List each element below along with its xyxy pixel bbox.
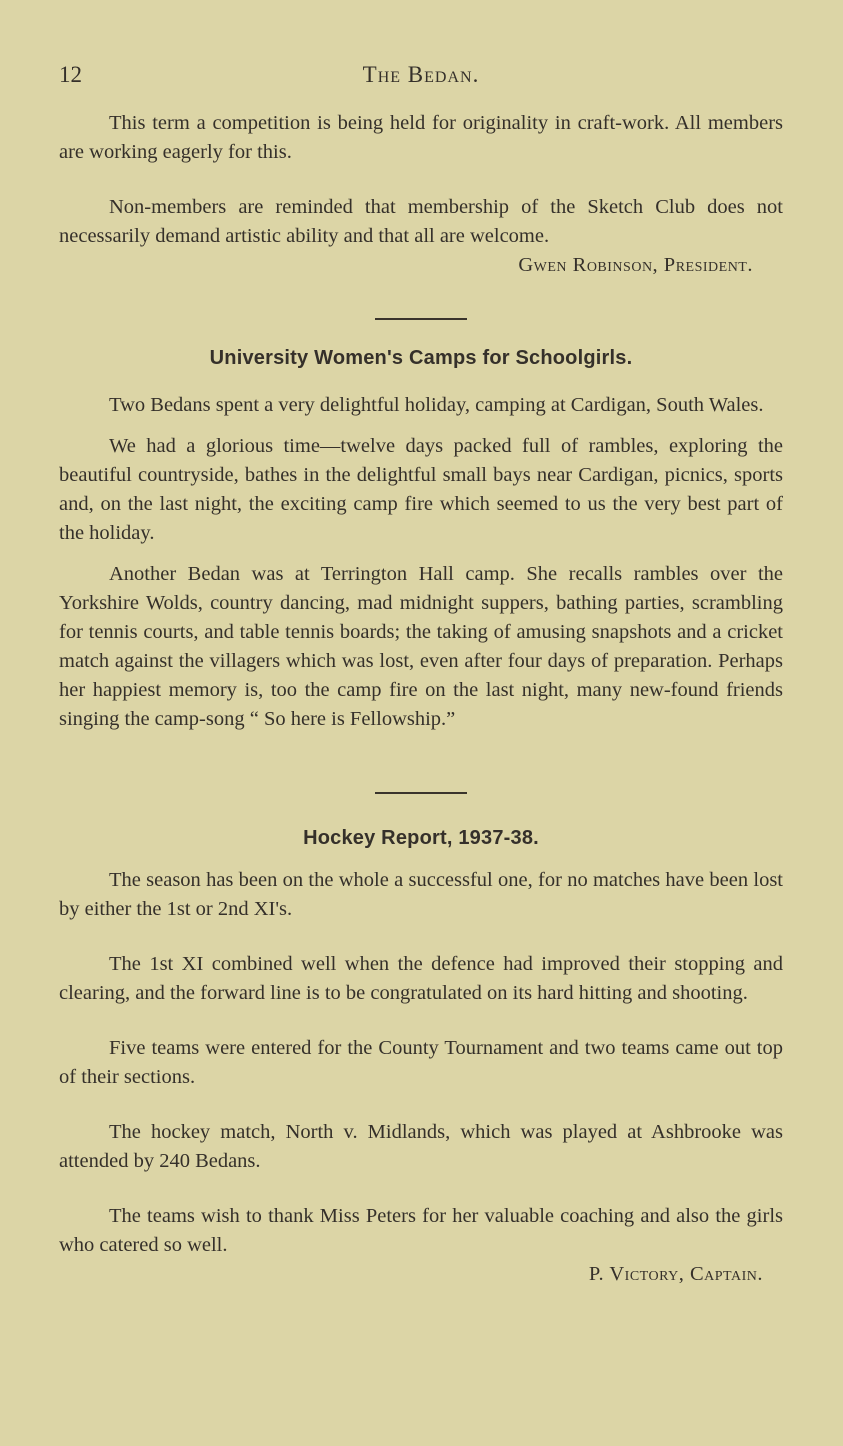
section-divider [375,318,467,320]
paragraph: The hockey match, North v. Midlands, which was played at Ashbrooke was attended by 240 Bedans. [59,1121,783,1172]
camps-section [59,344,783,734]
paragraph: Five teams were entered for the County Tournament and two teams came out top of their sections. [59,1037,783,1088]
paragraph: The teams wish to thank Miss Peters for her valuable coaching and also the girls who catered so well. [59,1205,783,1256]
paragraph: Non-members are reminded that membership of the Sketch Club does not necessarily demand artistic ability and that all are welcome. [59,196,783,247]
paragraph: Another Bedan was at Terrington Hall camp. She recalls rambles over the Yorkshire Wolds, country dancing, mad midnight suppers, bathing parties, scrambling for tennis courts, and table tennis boards; the taking of amusing snapshots and a cricket match against the villagers which was lost, even after four days of preparation. Perhaps her happiest memory is, too the camp fire on the last night, many new-found friends singing the camp-song “ So here is Fellowship.” [59,563,783,730]
paragraph: We had a glorious time—twelve days packed full of rambles, exploring the beautiful countryside, bathes in the delightful small bays near Cardigan, picnics, sports and, on the last night, the exciting camp fire which seemed to us the very best part of the holiday. [59,435,783,544]
hockey-section [59,824,783,1289]
section-heading: Hockey Report, 1937-38. [303,827,539,849]
signature: Gwen Robinson, President. [518,254,753,276]
sketch-club-section [59,109,783,280]
page-number: 12 [59,62,82,87]
signature: P. Victory, Captain. [588,1263,763,1285]
running-header [59,52,783,92]
paragraph: This term a competition is being held for originality in craft-work. All members are working eagerly for this. [59,112,783,163]
paragraph: The season has been on the whole a successful one, for no matches have been lost by either the 1st or 2nd XI's. [59,869,783,920]
paragraph: Two Bedans spent a very delightful holiday, camping at Cardigan, South Wales. [109,394,764,416]
section-heading: University Women's Camps for Schoolgirls. [209,347,633,369]
section-divider [375,792,467,794]
running-title: The Bedan. [362,62,480,87]
paragraph: The 1st XI combined well when the defence had improved their stopping and clearing, and the forward line is to be congratulated on its hard hitting and shooting. [59,953,783,1004]
